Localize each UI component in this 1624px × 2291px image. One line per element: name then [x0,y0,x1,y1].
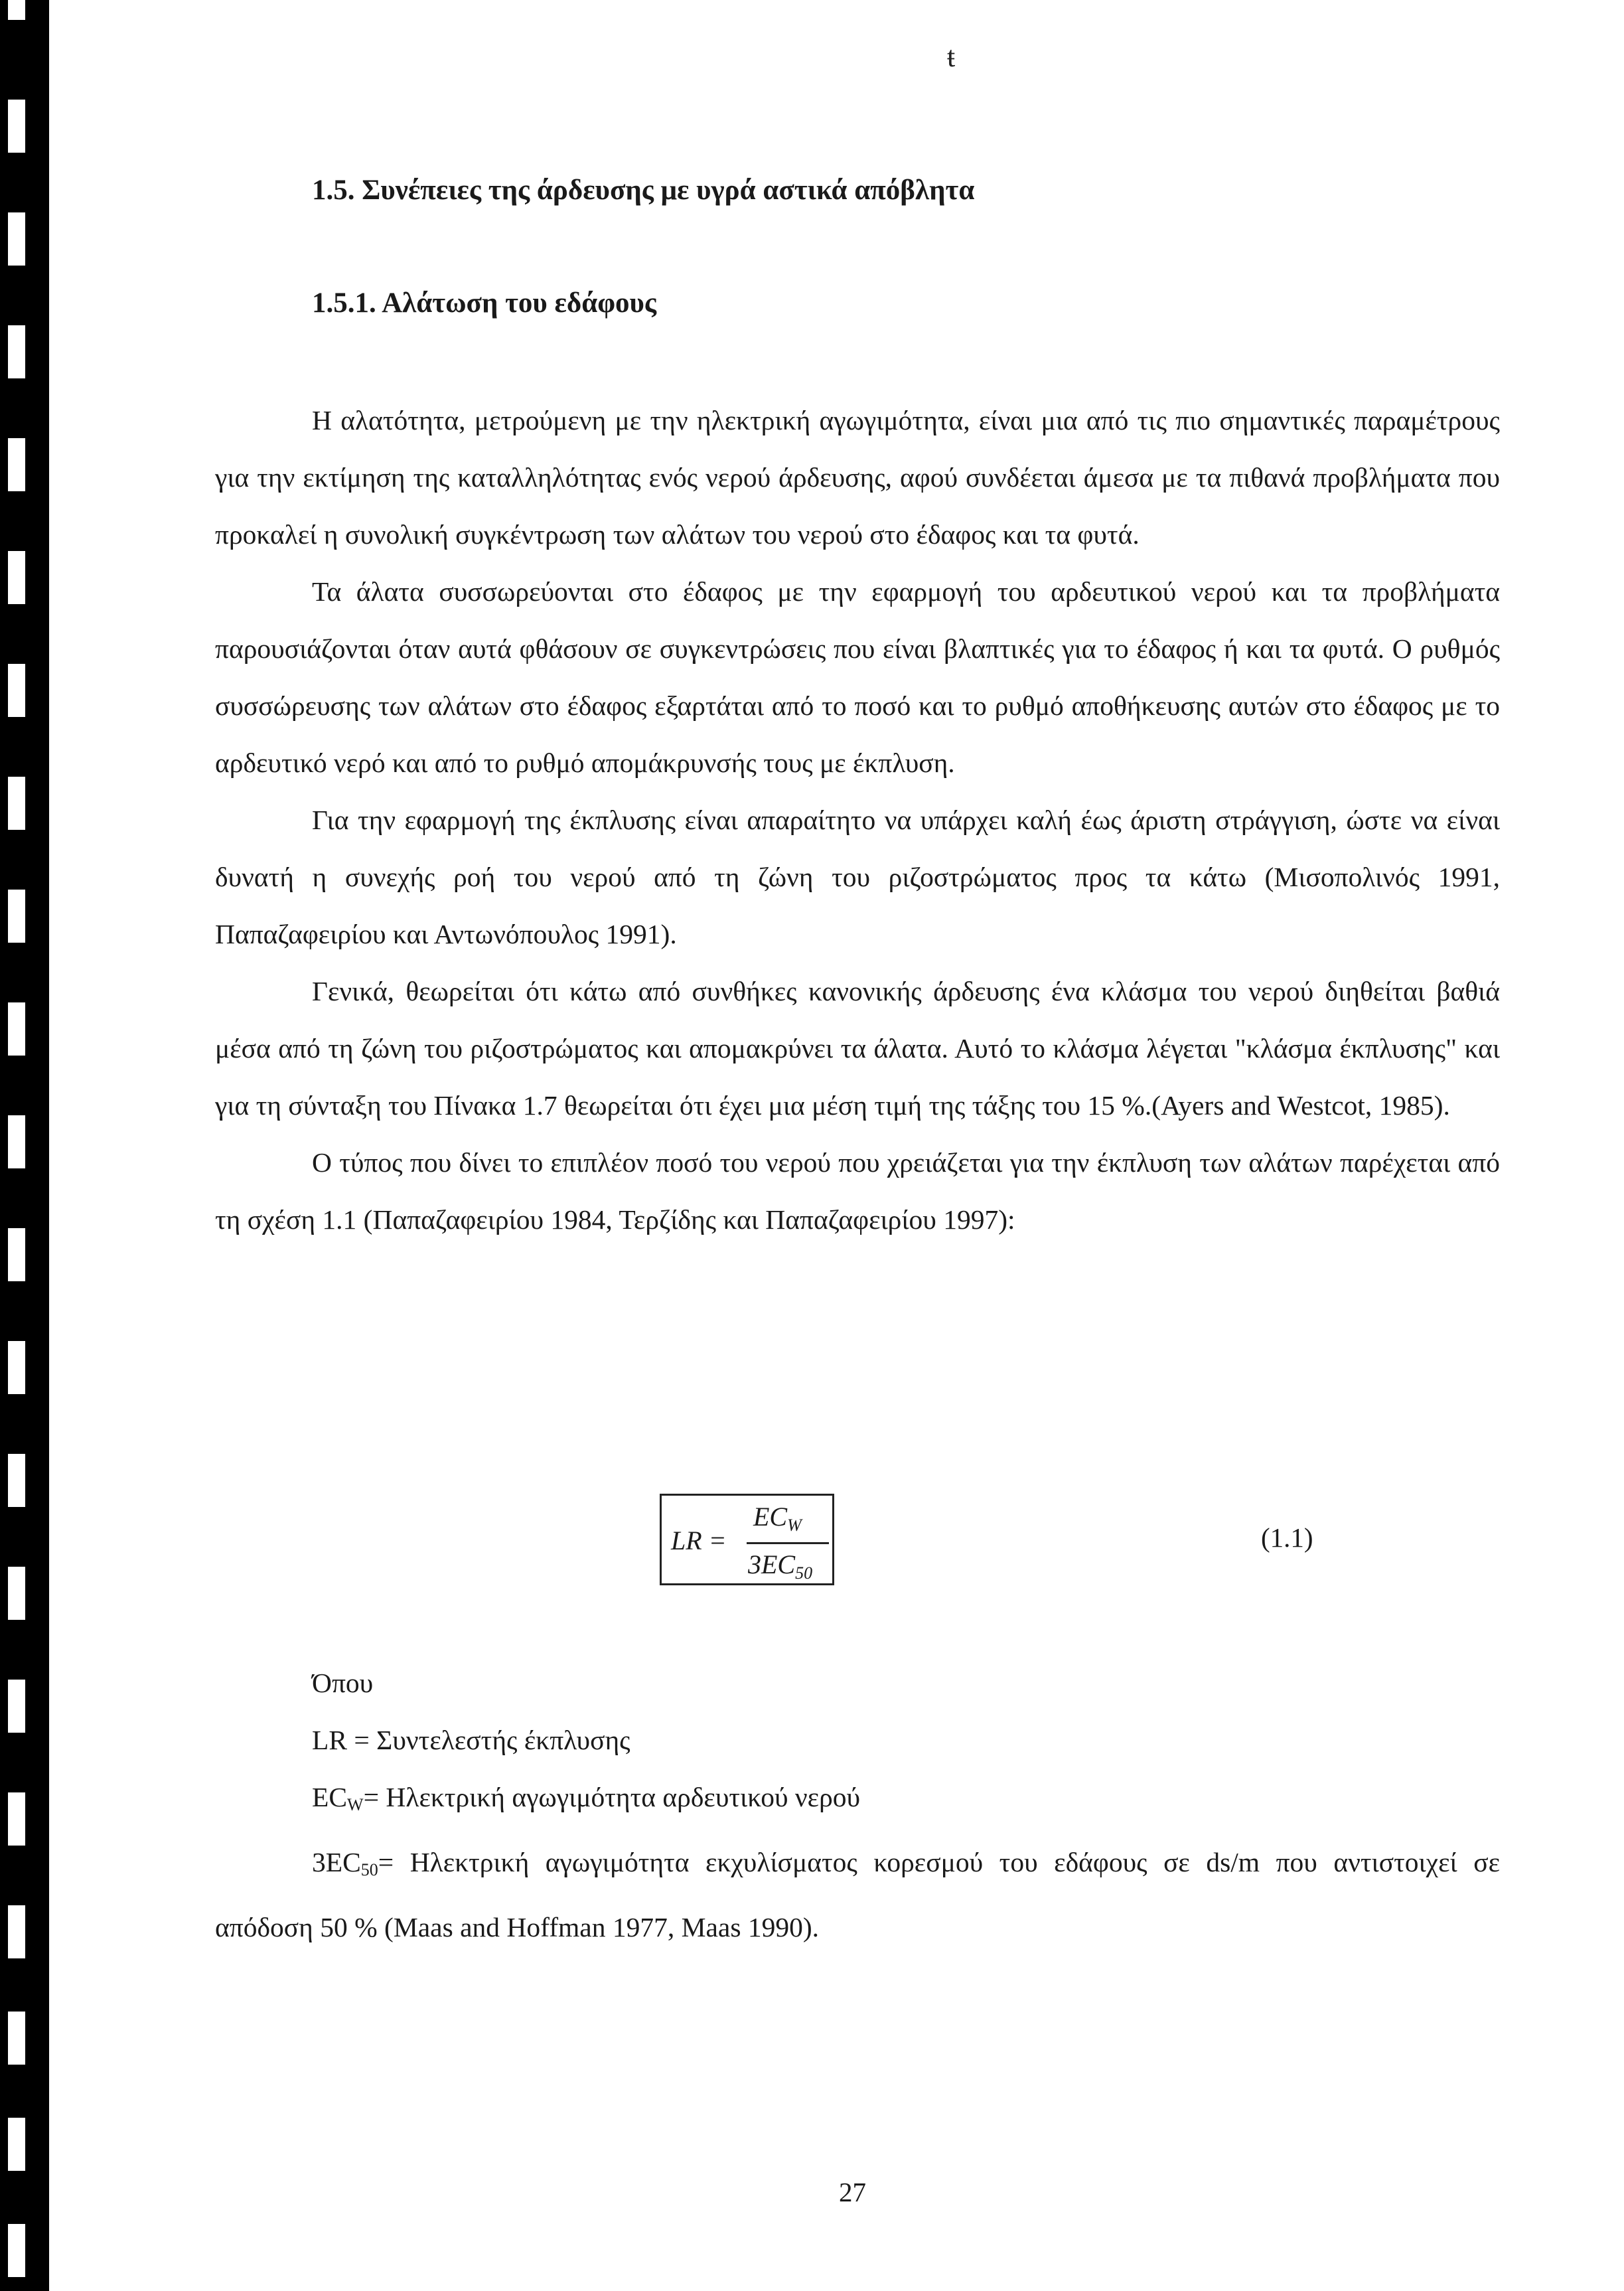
binder-hole [8,1792,25,1846]
binder-hole [8,2224,25,2277]
body-text [215,392,1500,1248]
definitions [215,1654,1500,1956]
binder-hole [8,1115,25,1168]
binder-hole [8,777,25,830]
formula-denominator: $3EC_{50}$ [748,1549,813,1583]
binder-hole [8,1905,25,1958]
binder-hole [8,0,25,20]
binder-hole [8,212,25,266]
paragraph: Για την εφαρμογή της έκπλυσης είναι απαραίτητο να υπάρχει καλή έως άριστη στράγγιση, ώστε να είναι δυνατή η συνεχής ροή του νερού από τη ζώνη του ριζοστρώματος προς τα κάτω (Μισοπολινός 1991, Παπαζαφειρίου και Αντωνόπουλος 1991). [215,805,1500,949]
definition-ecw: $EC_W= H\lambda\varepsilon\kappa\tau\rho\iota\kappa ή$ αγωγιμότητα αρδευτικού νερού [312,1782,861,1814]
binder-hole [8,1454,25,1507]
paragraph: Η αλατότητα, μετρούμενη με την ηλεκτρική αγωγιμότητα, είναι μια από τις πιο σημαντικές παραμέτρους για την εκτίμηση της καταλληλότητας ενός νερού άρδευσης, αφού συνδέεται άμεσα με τα πιθανά προβλήματα που προκαλεί η συνολική συγκέντρωση των αλάτων του νερού στο έδαφος και τα φυτά. [215,405,1500,550]
formula-numerator: $EC_W$ [753,1502,802,1535]
binder-hole [8,100,25,153]
definition-lr: LR = Συντελεστής έκπλυσης [312,1725,630,1755]
binder-hole [8,1228,25,1281]
binder-hole [8,438,25,491]
section-heading: 1.5. Συνέπειες της άρδευσης με υγρά αστικά απόβλητα [312,175,975,206]
subsection-heading: 1.5.1. Αλάτωση του εδάφους [312,287,656,319]
binder-hole [8,890,25,943]
formula-lhs: LR = [671,1526,727,1555]
binder-hole [8,2012,25,2065]
paragraph: Γενικά, θεωρείται ότι κάτω από συνθήκες κανονικής άρδευσης ένα κλάσμα του νερού διηθείται βαθιά μέσα από τη ζώνη του ριζοστρώματος και απομακρύνει τα άλατα. Αυτό το κλάσμα λέγεται "κλάσμα έκπλυσης" και για τη σύνταξη του Πίνακα 1.7 θεωρείται ότι έχει μια μέση τιμή της τάξης του 15 %.(Ayers and Westcot, 1985). [215,976,1500,1121]
formula-box [660,1494,834,1585]
binder-hole [8,1567,25,1620]
paragraph: Τα άλατα συσσωρεύονται στο έδαφος με την εφαρμογή του αρδευτικού νερού και τα προβλήματα παρουσιάζονται όταν αυτά φθάσουν σε συγκεντρώσεις που είναι βλαπτικές για το έδαφος ή και τα φυτά. Ο ρυθμός συσσώρευσης των αλάτων στο έδαφος εξαρτάται από το ποσό και το ρυθμό αποθήκευσης αυτών στο έδαφος με το αρδευτικό νερό και από το ρυθμό απομάκρυνσής τους με έκπλυση. [215,576,1500,778]
definition-ec50: $3EC_{50}= H\lambda\varepsilon\kappa\tau\rho\iota\kappa ή$ αγωγιμότητα εκχυλίσματος κορεσμού του εδάφους σε ds/m που αντιστοιχεί σε απόδοση 50 % (Maas and Hoffman 1977, Maas 1990). [215,1847,1500,1942]
binder-hole [8,2118,25,2171]
page-mark: ŧ [947,40,956,73]
fraction-bar [747,1542,829,1544]
binder-hole [8,325,25,378]
document-page [49,0,1624,2291]
binder-hole [8,551,25,604]
binder-hole [8,664,25,717]
definitions-intro: Όπου [312,1668,374,1698]
paragraph: Ο τύπος που δίνει το επιπλέον ποσό του νερού που χρειάζεται για την έκπλυση των αλάτων παρέχεται από τη σχέση 1.1 (Παπαζαφειρίου 1984, Τερζίδης και Παπαζαφειρίου 1997): [215,1147,1500,1235]
binder-hole [8,1341,25,1394]
page-number: 27 [839,2177,866,2207]
binder-hole [8,1002,25,1056]
equation-number: (1.1) [1261,1522,1313,1553]
binder-hole [8,1680,25,1733]
